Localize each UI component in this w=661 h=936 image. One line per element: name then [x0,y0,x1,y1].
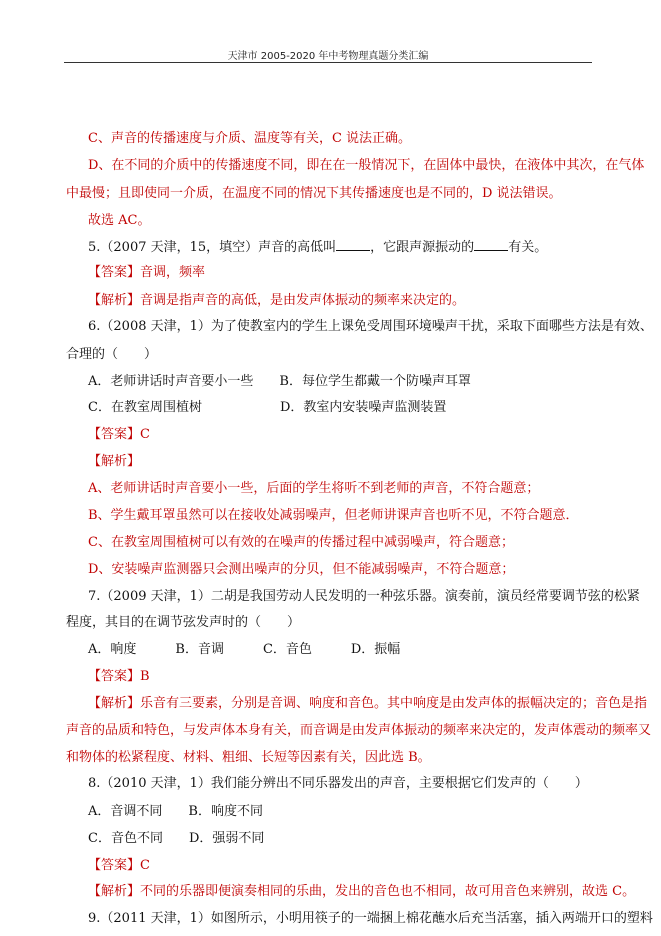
option-d-explanation: D、在不同的介质中的传播速度不同，即在在一般情况下，在固体中最快，在液体中其次，在气体 [88,158,645,173]
answer-7: 【答案】B [88,669,150,684]
fill-blank [336,238,370,251]
question-5-part-3: 有关。 [508,240,548,255]
question-8-options-cd: C．音色不同 D．强弱不同 [88,831,265,846]
analysis-6-c: C、在教室周围植树可以有效的在噪声的传播过程中减弱噪声，符合题意； [88,535,514,550]
analysis-8: 【解析】不同的乐器即便演奏相同的乐曲，发出的音色也不相同，故可用音色来辨别，故选 C。 [88,884,636,899]
analysis-6-label: 【解析】 [88,454,141,469]
analysis-6-a: A、老师讲话时声音要小一些，后面的学生将听不到老师的声音，不符合题意； [88,481,540,496]
question-6-cont: 合理的（ ） [66,347,158,362]
answer-5: 【答案】音调，频率 [88,265,206,280]
question-7: 7.（2009 天津，1）二胡是我国劳动人民发明的一种弦乐器。演奏前，演员经常要调节弦的松紧 [88,589,640,604]
question-6: 6.（2008 天津，1）为了使教室内的学生上课免受周围环境噪声干扰，采取下面哪些方法是有效、 [88,319,653,334]
question-8: 8.（2010 天津，1）我们能分辨出不同乐器发出的声音，主要根据它们发声的（ ） [88,776,588,791]
answer-6: 【答案】C [88,427,150,442]
analysis-6-b: B、学生戴耳罩虽然可以在接收处减弱噪声，但老师讲课声音也听不见，不符合题意． [88,508,579,523]
question-6-options-ab: A．老师讲话时声音要小一些 B．每位学生都戴一个防噪声耳罩 [88,374,471,389]
fill-blank [474,238,508,251]
analysis-6-d: D、安装噪声监测器只会测出噪声的分贝，但不能减弱噪声，不符合题意； [88,562,515,577]
analysis-5: 【解析】音调是指声音的高低，是由发声体振动的频率来决定的。 [88,293,466,308]
question-7-options: A．响度 B．音调 C．音色 D．振幅 [88,642,401,657]
question-9: 9.（2011 天津，1）如图所示，小明用筷子的一端捆上棉花蘸水后充当活塞，插入两端开口的塑料 [88,911,653,926]
question-6-options-cd: C．在教室周围植树 D．教室内安装噪声监测装置 [88,400,447,415]
analysis-7: 【解析】乐音有三要素，分别是音调、响度和音色。其中响度是由发声体的振幅决定的；音色是指 [88,696,648,711]
question-5-part-1: 5.（2007 天津，15，填空）声音的高低叫 [88,240,337,255]
page-header: 天津市 2005-2020 年中考物理真题分类汇编 [227,51,429,62]
answer-conclusion: 故选 AC。 [88,213,151,228]
question-7-cont: 程度，其目的在调节弦发声时的（ ） [66,615,301,630]
header-rule [64,62,592,63]
question-5-part-2: ，它跟声源振动的 [370,240,475,255]
option-c-explanation: C、声音的传播速度与介质、温度等有关，C 说法正确。 [88,131,412,146]
question-8-options-ab: A．音调不同 B．响度不同 [88,804,263,819]
option-d-explanation-cont: 中最慢；且即使同一介质，在温度不同的情况下其传播速度也是不同的，D 说法错误。 [66,186,562,201]
question-5 [88,238,547,256]
analysis-7-cont-2: 和物体的松紧程度、材料、粗细、长短等因素有关，因此选 B。 [66,750,431,765]
answer-8: 【答案】C [88,858,150,873]
analysis-7-cont: 声音的品质和特色，与发声体本身有关，而音调是由发声体振动的频率来决定的，发声体震动的频率又 [66,723,652,738]
